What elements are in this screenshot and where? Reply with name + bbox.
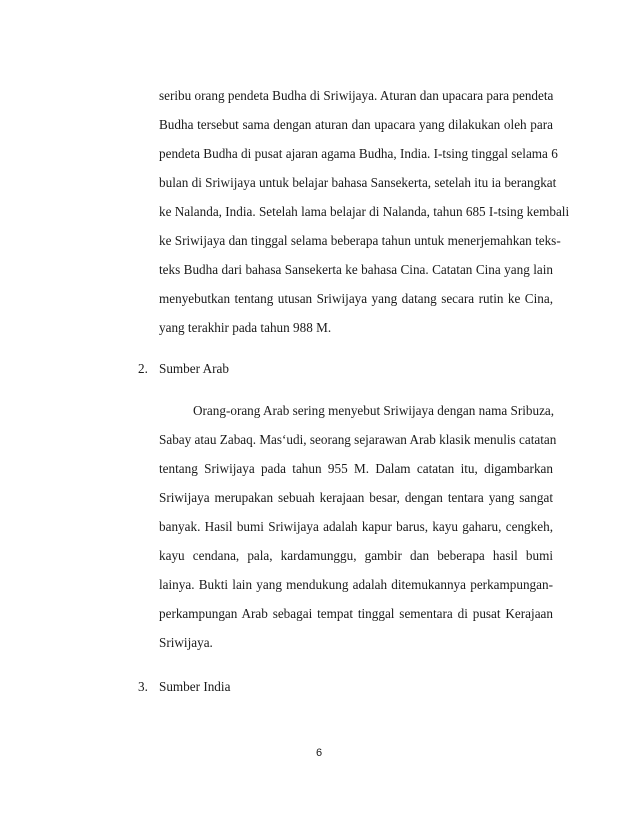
text-line: menyebutkan tentang utusan Sriwijaya yang datang secara rutin ke Cina, (159, 291, 553, 306)
text-line: Sabay atau Zabaq. Mas‘udi, seorang sejarawan Arab klasik menulis catatan (159, 432, 557, 447)
text-line: yang terakhir pada tahun 988 M. (159, 320, 332, 335)
text-line: Sriwijaya. (159, 635, 213, 650)
section-number: 3. (138, 679, 148, 694)
text-line: ke Nalanda, India. Setelah lama belajar di Nalanda, tahun 685 I-tsing kembali (159, 204, 570, 219)
text-line: banyak. Hasil bumi Sriwijaya adalah kapur barus, kayu gaharu, cengkeh, (159, 519, 553, 534)
text-line: Budha tersebut sama dengan aturan dan upacara yang dilakukan oleh para (159, 117, 553, 132)
text-line: Sriwijaya merupakan sebuah kerajaan besar, dengan tentara yang sangat (159, 490, 553, 505)
section-heading-2 (138, 361, 229, 377)
text-line: Orang-orang Arab sering menyebut Sriwijaya dengan nama Sribuza, (193, 403, 555, 418)
section-number: 2. (138, 361, 148, 376)
text-line: teks Budha dari bahasa Sansekerta ke bahasa Cina. Catatan Cina yang lain (159, 262, 553, 277)
text-line: ke Sriwijaya dan tinggal selama beberapa tahun untuk menerjemahkan teks- (159, 233, 561, 248)
text-line: lainya. Bukti lain yang mendukung adalah ditemukannya perkampungan- (159, 577, 553, 592)
section-heading-3 (138, 679, 230, 695)
text-line: tentang Sriwijaya pada tahun 955 M. Dalam catatan itu, digambarkan (159, 461, 553, 476)
text-line: kayu cendana, pala, kardamunggu, gambir dan beberapa hasil bumi (159, 548, 553, 563)
text-line: perkampungan Arab sebagai tempat tinggal sementara di pusat Kerajaan (159, 606, 553, 621)
section-title: Sumber Arab (159, 361, 229, 376)
section-title: Sumber India (159, 679, 231, 694)
page-number: 6 (315, 747, 323, 759)
text-line: seribu orang pendeta Budha di Sriwijaya. Aturan dan upacara para pendeta (159, 88, 554, 103)
text-line: pendeta Budha di pusat ajaran agama Budha, India. I-tsing tinggal selama 6 (159, 146, 558, 161)
text-line: bulan di Sriwijaya untuk belajar bahasa Sansekerta, setelah itu ia berangkat (159, 175, 557, 190)
